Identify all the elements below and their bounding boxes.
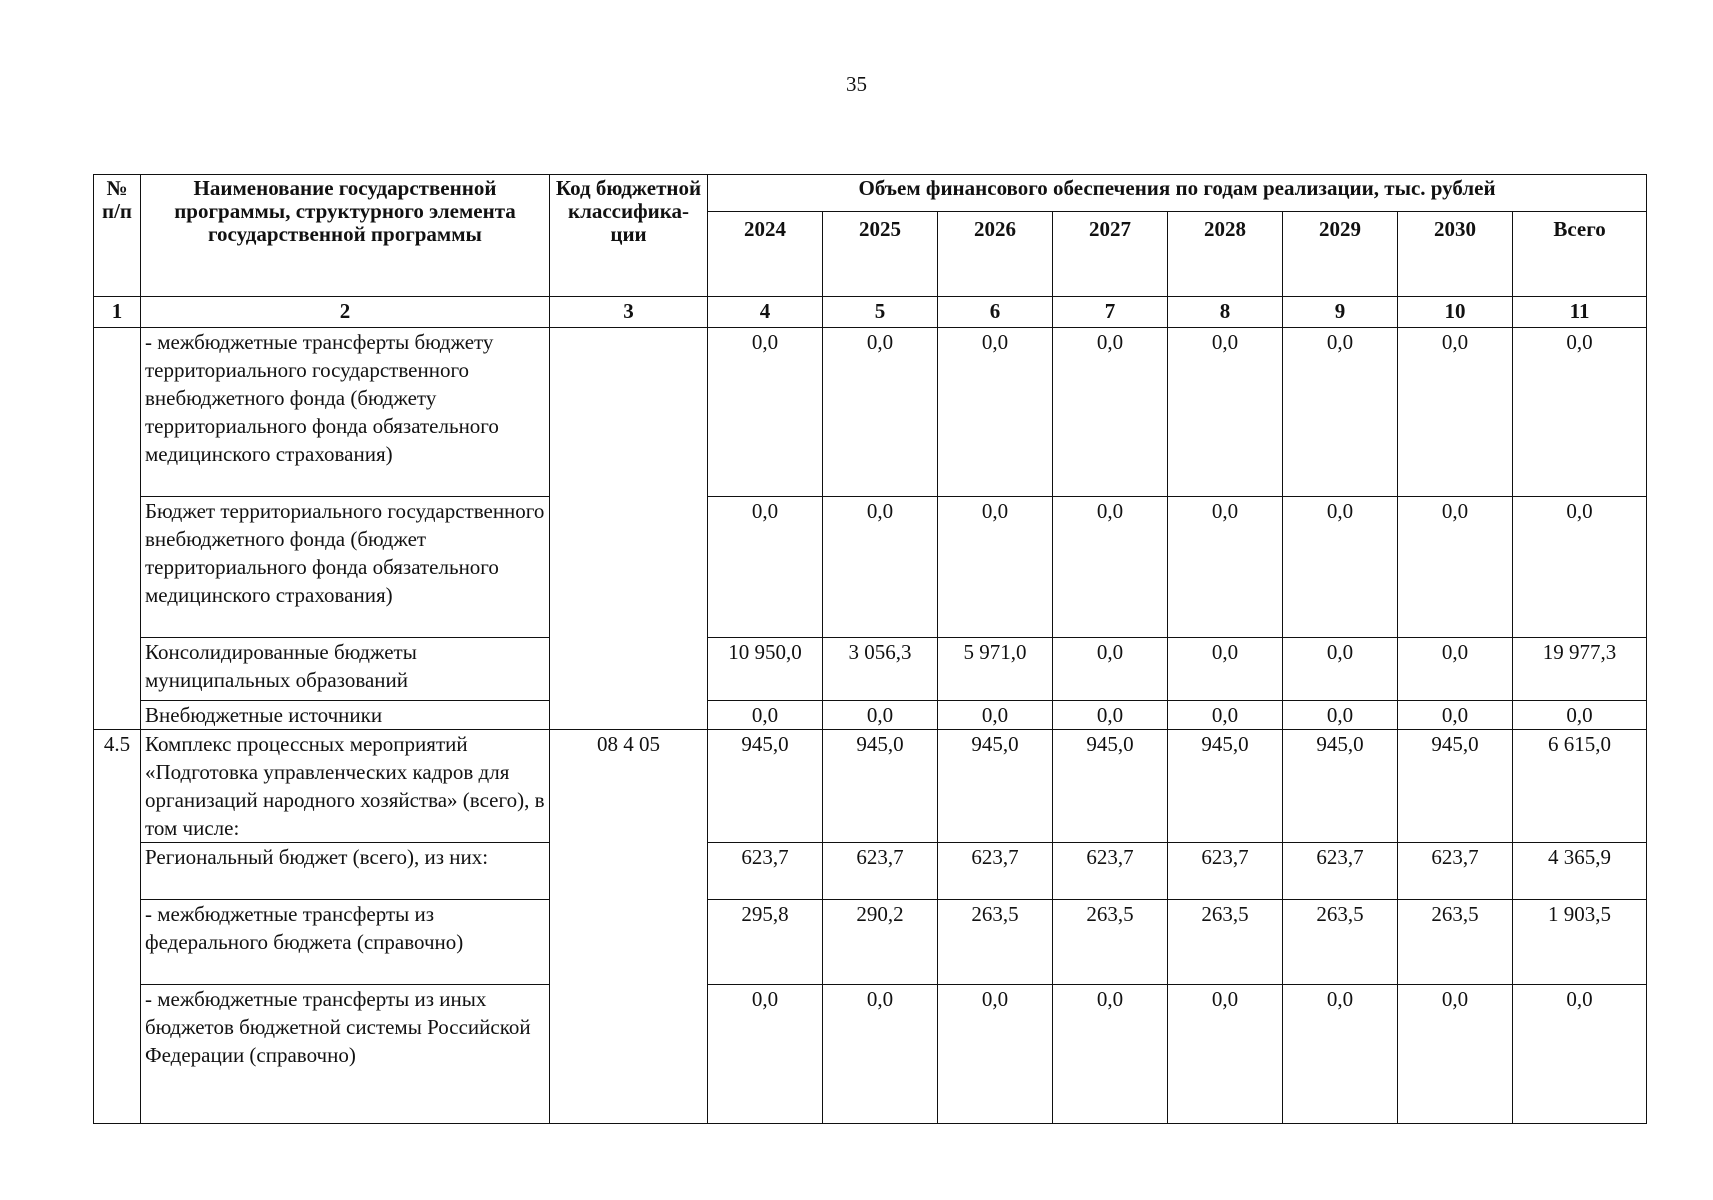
value-cell: 3 056,3 — [823, 638, 938, 701]
value-cell: 945,0 — [1168, 730, 1283, 843]
total-cell: 1 903,5 — [1513, 900, 1647, 985]
total-cell: 0,0 — [1513, 701, 1647, 730]
value-cell: 0,0 — [1398, 497, 1513, 638]
column-number: 4 — [708, 297, 823, 328]
row-name: Консолидированные бюджеты муниципальных образований — [141, 638, 550, 701]
column-number: 2 — [141, 297, 550, 328]
value-cell: 0,0 — [1283, 701, 1398, 730]
value-cell: 945,0 — [1053, 730, 1168, 843]
value-cell: 0,0 — [938, 497, 1053, 638]
row-code — [550, 328, 708, 730]
column-number: 11 — [1513, 297, 1647, 328]
row-name: Бюджет территориального государственного внебюджетного фонда (бюджет территориального фонда обязательного медицинского страхования) — [141, 497, 550, 638]
column-number: 10 — [1398, 297, 1513, 328]
value-cell: 0,0 — [1168, 497, 1283, 638]
value-cell: 0,0 — [1398, 638, 1513, 701]
total-cell: 4 365,9 — [1513, 843, 1647, 900]
value-cell: 623,7 — [938, 843, 1053, 900]
header-year: 2027 — [1053, 212, 1168, 297]
header-year: 2029 — [1283, 212, 1398, 297]
value-cell: 0,0 — [1053, 638, 1168, 701]
column-number: 5 — [823, 297, 938, 328]
row-name: Региональный бюджет (всего), из них: — [141, 843, 550, 900]
value-cell: 0,0 — [708, 497, 823, 638]
value-cell: 623,7 — [1053, 843, 1168, 900]
table-row — [94, 497, 1647, 638]
value-cell: 0,0 — [1283, 497, 1398, 638]
value-cell: 0,0 — [1168, 638, 1283, 701]
row-name: - межбюджетные трансферты бюджету территориального государственного внебюджетного фонда (бюджету территориального фонда обязательного медицинского страхования) — [141, 328, 550, 497]
row-number: 4.5 — [94, 730, 141, 1124]
header-code: Код бюджетной классифика-ции — [550, 175, 708, 297]
row-name: Внебюджетные источники — [141, 701, 550, 730]
row-code: 08 4 05 — [550, 730, 708, 1124]
value-cell: 263,5 — [1168, 900, 1283, 985]
value-cell: 290,2 — [823, 900, 938, 985]
value-cell: 945,0 — [823, 730, 938, 843]
column-number: 7 — [1053, 297, 1168, 328]
table-row — [94, 701, 1647, 730]
value-cell: 945,0 — [938, 730, 1053, 843]
value-cell: 0,0 — [1283, 638, 1398, 701]
value-cell: 5 971,0 — [938, 638, 1053, 701]
column-number: 9 — [1283, 297, 1398, 328]
table-row — [94, 638, 1647, 701]
value-cell: 263,5 — [1398, 900, 1513, 985]
header-year: 2026 — [938, 212, 1053, 297]
value-cell: 0,0 — [1053, 985, 1168, 1124]
header-year: 2024 — [708, 212, 823, 297]
table-row — [94, 900, 1647, 985]
value-cell: 0,0 — [823, 701, 938, 730]
value-cell: 945,0 — [1398, 730, 1513, 843]
header-year: 2030 — [1398, 212, 1513, 297]
value-cell: 0,0 — [1398, 701, 1513, 730]
value-cell: 623,7 — [1398, 843, 1513, 900]
column-number: 1 — [94, 297, 141, 328]
row-name: Комплекс процессных мероприятий «Подготовка управленческих кадров для организаций народного хозяйства» (всего), в том числе: — [141, 730, 550, 843]
column-number: 3 — [550, 297, 708, 328]
budget-table — [93, 174, 1647, 1124]
value-cell: 623,7 — [708, 843, 823, 900]
value-cell: 623,7 — [1283, 843, 1398, 900]
table-row — [94, 328, 1647, 497]
value-cell: 0,0 — [823, 328, 938, 497]
header-year: 2028 — [1168, 212, 1283, 297]
value-cell: 945,0 — [1283, 730, 1398, 843]
value-cell: 0,0 — [708, 985, 823, 1124]
table-row — [94, 843, 1647, 900]
value-cell: 0,0 — [1053, 328, 1168, 497]
value-cell: 0,0 — [1053, 497, 1168, 638]
total-cell: 0,0 — [1513, 328, 1647, 497]
header-name: Наименование государственной программы, структурного элемента государственной программы — [141, 175, 550, 297]
total-cell: 6 615,0 — [1513, 730, 1647, 843]
value-cell: 263,5 — [1053, 900, 1168, 985]
value-cell: 263,5 — [938, 900, 1053, 985]
row-number — [94, 328, 141, 730]
column-number: 6 — [938, 297, 1053, 328]
total-cell: 19 977,3 — [1513, 638, 1647, 701]
value-cell: 0,0 — [708, 701, 823, 730]
value-cell: 0,0 — [1168, 328, 1283, 497]
table-row — [94, 730, 1647, 843]
header-total: Всего — [1513, 212, 1647, 297]
value-cell: 0,0 — [938, 328, 1053, 497]
header-volume: Объем финансового обеспечения по годам реализации, тыс. рублей — [708, 175, 1647, 212]
value-cell: 295,8 — [708, 900, 823, 985]
row-name: - межбюджетные трансферты из федерального бюджета (справочно) — [141, 900, 550, 985]
value-cell: 0,0 — [1283, 985, 1398, 1124]
value-cell: 0,0 — [1053, 701, 1168, 730]
value-cell: 0,0 — [938, 985, 1053, 1124]
header-no: № п/п — [94, 175, 141, 297]
value-cell: 0,0 — [938, 701, 1053, 730]
value-cell: 0,0 — [823, 497, 938, 638]
total-cell: 0,0 — [1513, 497, 1647, 638]
value-cell: 945,0 — [708, 730, 823, 843]
value-cell: 0,0 — [1283, 328, 1398, 497]
column-number: 8 — [1168, 297, 1283, 328]
table-row — [94, 985, 1647, 1124]
value-cell: 263,5 — [1283, 900, 1398, 985]
row-name: - межбюджетные трансферты из иных бюджетов бюджетной системы Российской Федерации (справочно) — [141, 985, 550, 1124]
value-cell: 0,0 — [823, 985, 938, 1124]
header-year: 2025 — [823, 212, 938, 297]
value-cell: 623,7 — [1168, 843, 1283, 900]
value-cell: 0,0 — [1168, 701, 1283, 730]
value-cell: 623,7 — [823, 843, 938, 900]
value-cell: 10 950,0 — [708, 638, 823, 701]
page-number: 35 — [846, 72, 867, 96]
value-cell: 0,0 — [1168, 985, 1283, 1124]
value-cell: 0,0 — [708, 328, 823, 497]
value-cell: 0,0 — [1398, 328, 1513, 497]
value-cell: 0,0 — [1398, 985, 1513, 1124]
total-cell: 0,0 — [1513, 985, 1647, 1124]
